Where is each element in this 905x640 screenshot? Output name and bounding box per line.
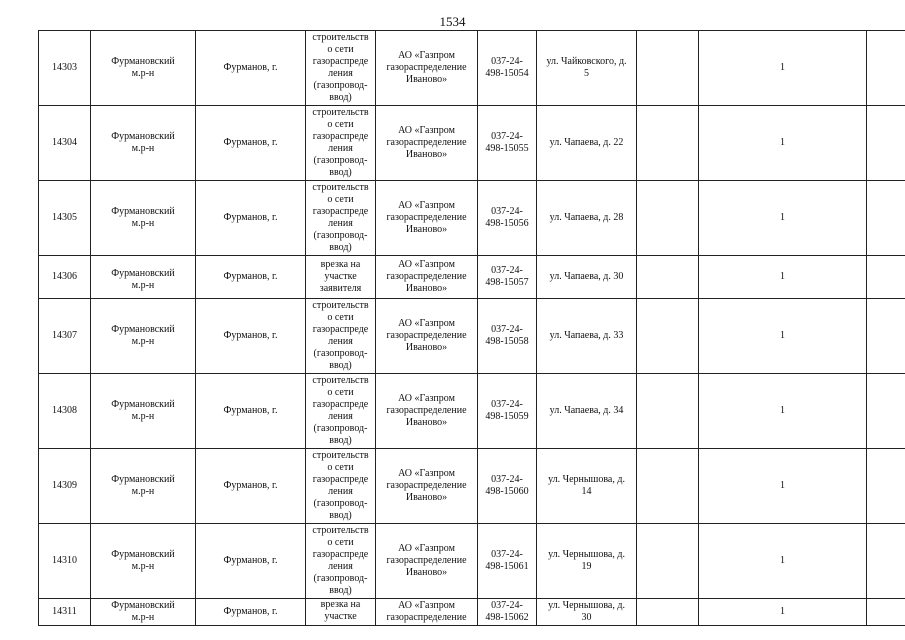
code-text: 037-24- 498-15059 — [485, 399, 529, 422]
district-cell — [91, 256, 196, 299]
empty-cell — [637, 374, 699, 449]
district-text: Фурмановский м.р-н — [111, 549, 175, 572]
district-text: Фурмановский м.р-н — [111, 474, 175, 497]
address-text: ул. Чапаева, д. 28 — [549, 212, 624, 223]
row-id-cell: 14305 — [39, 181, 91, 256]
table-row — [39, 181, 905, 256]
city-cell: Фурманов, г. — [196, 374, 306, 449]
empty-cell — [867, 256, 905, 299]
organization-cell — [376, 31, 478, 106]
address-text: ул. Чернышова, д. 14 — [548, 474, 625, 497]
organization-cell — [376, 256, 478, 299]
gas-connection-registry-table — [38, 30, 905, 626]
address-cell — [537, 299, 637, 374]
code-text: 037-24- 498-15058 — [485, 324, 529, 347]
address-text: ул. Чапаева, д. 22 — [549, 137, 624, 148]
code-text: 037-24- 498-15056 — [485, 206, 529, 229]
work-type-cell — [306, 524, 376, 599]
code-cell — [478, 374, 537, 449]
work-type-text: строительств о сети газораспреде ления (газопровод- ввод) — [312, 450, 369, 521]
organization-text: АО «Газпром газораспределение Иваново» — [386, 50, 467, 85]
organization-cell — [376, 449, 478, 524]
table-row — [39, 106, 905, 181]
code-cell — [478, 106, 537, 181]
quantity-cell: 1 — [699, 374, 867, 449]
city-cell: Фурманов, г. — [196, 106, 306, 181]
district-cell — [91, 374, 196, 449]
empty-cell — [637, 181, 699, 256]
empty-cell — [637, 449, 699, 524]
code-text: 037-24- 498-15060 — [485, 474, 529, 497]
code-text: 037-24- 498-15062 — [485, 600, 529, 623]
city-cell: Фурманов, г. — [196, 31, 306, 106]
quantity-cell: 1 — [699, 449, 867, 524]
address-text: ул. Чернышова, д. 19 — [548, 549, 625, 572]
city-cell: Фурманов, г. — [196, 599, 306, 626]
work-type-text: строительств о сети газораспреде ления (газопровод- ввод) — [312, 300, 369, 371]
district-cell — [91, 299, 196, 374]
organization-cell — [376, 181, 478, 256]
address-cell — [537, 31, 637, 106]
address-cell — [537, 106, 637, 181]
work-type-cell — [306, 256, 376, 299]
organization-text: АО «Газпром газораспределение Иваново» — [386, 125, 467, 160]
organization-cell — [376, 374, 478, 449]
work-type-cell — [306, 106, 376, 181]
address-cell — [537, 599, 637, 626]
empty-cell — [867, 299, 905, 374]
row-id-cell: 14304 — [39, 106, 91, 181]
address-cell — [537, 181, 637, 256]
work-type-cell — [306, 181, 376, 256]
code-cell — [478, 449, 537, 524]
organization-cell — [376, 106, 478, 181]
work-type-text: врезка на участке — [320, 599, 361, 622]
code-cell — [478, 599, 537, 626]
address-text: ул. Чапаева, д. 34 — [549, 405, 624, 416]
organization-cell — [376, 299, 478, 374]
empty-cell — [637, 256, 699, 299]
organization-text: АО «Газпром газораспределение — [386, 600, 467, 623]
address-cell — [537, 374, 637, 449]
address-text: ул. Чайковского, д. 5 — [546, 56, 627, 79]
empty-cell — [867, 599, 905, 626]
organization-text: АО «Газпром газораспределение Иваново» — [386, 468, 467, 503]
organization-text: АО «Газпром газораспределение Иваново» — [386, 259, 467, 294]
work-type-cell — [306, 374, 376, 449]
district-cell — [91, 524, 196, 599]
code-text: 037-24- 498-15057 — [485, 265, 529, 288]
table-row — [39, 449, 905, 524]
address-text: ул. Чапаева, д. 30 — [549, 271, 624, 282]
row-id-cell: 14306 — [39, 256, 91, 299]
organization-text: АО «Газпром газораспределение Иваново» — [386, 393, 467, 428]
quantity-cell: 1 — [699, 299, 867, 374]
table-row — [39, 31, 905, 106]
organization-cell — [376, 599, 478, 626]
address-cell — [537, 256, 637, 299]
work-type-cell — [306, 449, 376, 524]
city-cell: Фурманов, г. — [196, 449, 306, 524]
work-type-cell — [306, 599, 376, 626]
code-text: 037-24- 498-15061 — [485, 549, 529, 572]
code-cell — [478, 31, 537, 106]
code-text: 037-24- 498-15054 — [485, 56, 529, 79]
empty-cell — [637, 31, 699, 106]
district-cell — [91, 31, 196, 106]
code-cell — [478, 181, 537, 256]
empty-cell — [867, 106, 905, 181]
empty-cell — [867, 374, 905, 449]
city-cell: Фурманов, г. — [196, 256, 306, 299]
address-text: ул. Чернышова, д. 30 — [548, 600, 625, 623]
code-text: 037-24- 498-15055 — [485, 131, 529, 154]
organization-text: АО «Газпром газораспределение Иваново» — [386, 318, 467, 353]
district-text: Фурмановский м.р-н — [111, 131, 175, 154]
city-cell: Фурманов, г. — [196, 181, 306, 256]
city-cell: Фурманов, г. — [196, 299, 306, 374]
district-cell — [91, 181, 196, 256]
district-text: Фурмановский м.р-н — [111, 399, 175, 422]
organization-text: АО «Газпром газораспределение Иваново» — [386, 543, 467, 578]
empty-cell — [637, 599, 699, 626]
empty-cell — [867, 31, 905, 106]
table-row — [39, 374, 905, 449]
empty-cell — [637, 524, 699, 599]
work-type-text: строительств о сети газораспреде ления (газопровод- ввод) — [312, 182, 369, 253]
quantity-cell: 1 — [699, 524, 867, 599]
row-id-cell: 14303 — [39, 31, 91, 106]
empty-cell — [867, 449, 905, 524]
work-type-text: строительств о сети газораспреде ления (газопровод- ввод) — [312, 107, 369, 178]
quantity-cell: 1 — [699, 599, 867, 626]
page-number: 1534 — [439, 14, 466, 29]
work-type-text: врезка на участке заявителя — [319, 259, 362, 294]
organization-cell — [376, 524, 478, 599]
empty-cell — [867, 524, 905, 599]
work-type-cell — [306, 31, 376, 106]
code-cell — [478, 256, 537, 299]
district-cell — [91, 449, 196, 524]
district-cell — [91, 106, 196, 181]
table-row — [39, 256, 905, 299]
work-type-cell — [306, 299, 376, 374]
quantity-cell: 1 — [699, 106, 867, 181]
empty-cell — [867, 181, 905, 256]
work-type-text: строительств о сети газораспреде ления (газопровод- ввод) — [312, 32, 369, 103]
table-row — [39, 524, 905, 599]
row-id-cell: 14309 — [39, 449, 91, 524]
quantity-cell: 1 — [699, 31, 867, 106]
empty-cell — [637, 299, 699, 374]
row-id-cell: 14310 — [39, 524, 91, 599]
quantity-cell: 1 — [699, 256, 867, 299]
table-row — [39, 299, 905, 374]
district-text: Фурмановский м.р-н — [111, 267, 175, 291]
empty-cell — [637, 106, 699, 181]
address-cell — [537, 524, 637, 599]
table-row — [39, 599, 905, 626]
code-cell — [478, 299, 537, 374]
address-text: ул. Чапаева, д. 33 — [549, 330, 624, 341]
code-cell — [478, 524, 537, 599]
work-type-text: строительств о сети газораспреде ления (газопровод- ввод) — [312, 525, 369, 596]
district-text: Фурмановский м.р-н — [111, 56, 175, 79]
organization-text: АО «Газпром газораспределение Иваново» — [386, 200, 467, 235]
address-cell — [537, 449, 637, 524]
work-type-text: строительств о сети газораспреде ления (газопровод- ввод) — [312, 375, 369, 446]
row-id-cell: 14307 — [39, 299, 91, 374]
district-text: Фурмановский м.р-н — [111, 600, 175, 623]
row-id-cell: 14308 — [39, 374, 91, 449]
row-id-cell: 14311 — [39, 599, 91, 626]
district-cell — [91, 599, 196, 626]
city-cell: Фурманов, г. — [196, 524, 306, 599]
district-text: Фурмановский м.р-н — [111, 324, 175, 347]
district-text: Фурмановский м.р-н — [111, 206, 175, 229]
quantity-cell: 1 — [699, 181, 867, 256]
